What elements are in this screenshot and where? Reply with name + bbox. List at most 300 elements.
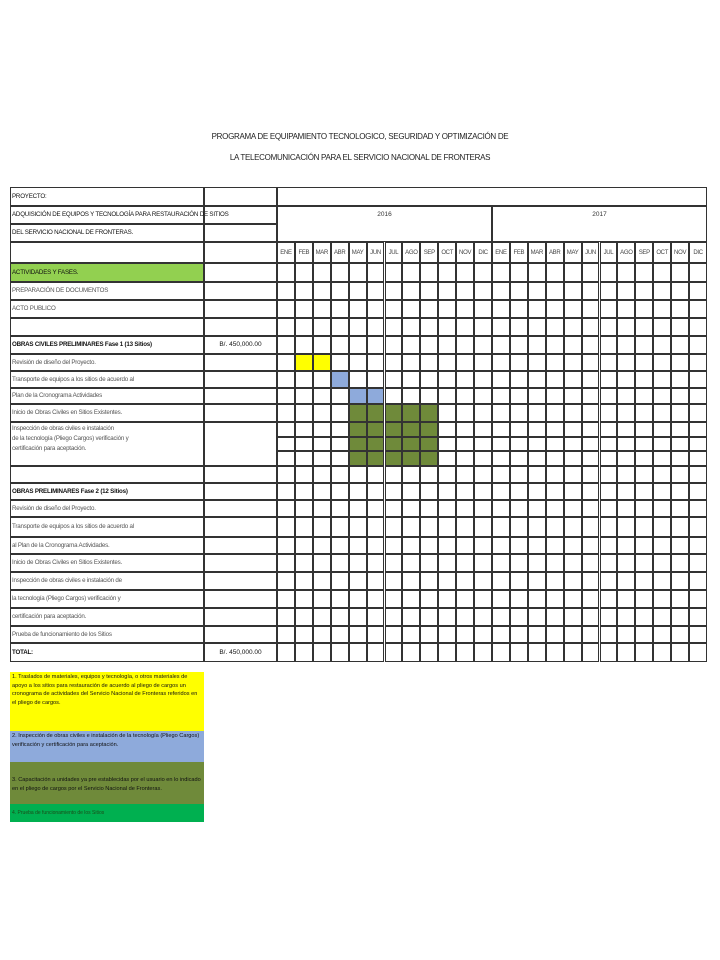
timeline-cell [671,437,689,452]
timeline-cell [671,483,689,500]
timeline-cell [349,466,367,483]
timeline-cell [528,336,546,354]
timeline-cell [331,371,349,388]
timeline-cell [546,354,564,371]
timeline-cell [600,626,618,643]
timeline-cell [671,263,689,282]
timeline-cell [295,572,313,590]
timeline-cell [653,371,671,388]
timeline-cell [402,263,420,282]
timeline-cell [277,404,295,422]
timeline-cell [689,263,707,282]
timeline-cell [635,608,653,626]
timeline-cell [528,388,546,404]
title-line-2: LA TELECOMUNICACIÓN PARA EL SERVICIO NACIONAL DE FRONTERAS [229,153,491,162]
timeline-cell [653,336,671,354]
timeline-cell [546,626,564,643]
timeline-cell [510,263,528,282]
timeline-cell [653,643,671,662]
timeline-cell [331,590,349,608]
timeline-cell [546,318,564,336]
timeline-cell [438,500,456,517]
timeline-cell [349,404,367,422]
timeline-cell [438,554,456,572]
timeline-cell [456,608,474,626]
timeline-cell [367,451,385,466]
timeline-cell [671,643,689,662]
timeline-cell [420,483,438,500]
timeline-cell [582,572,600,590]
timeline-cell [313,483,331,500]
timeline-cell [385,388,403,404]
timeline-cell [564,371,582,388]
timeline-cell [635,437,653,452]
row-label-line: certificación para aceptación. [12,445,87,452]
timeline-cell [510,300,528,318]
month-nov: NOV [671,242,689,263]
timeline-cell [295,500,313,517]
timeline-cell [313,626,331,643]
amount-cell [204,554,277,572]
timeline-cell [402,608,420,626]
timeline-cell [492,451,510,466]
timeline-cell [367,537,385,554]
timeline-cell [492,572,510,590]
timeline-cell [582,517,600,537]
timeline-cell [295,263,313,282]
timeline-cell [367,466,385,483]
timeline-cell [349,422,367,437]
timeline-cell [671,300,689,318]
timeline-cell [456,643,474,662]
timeline-cell [277,608,295,626]
timeline-cell [349,388,367,404]
amount-value: B/. 450,000.00 [219,341,262,348]
timeline-cell [385,626,403,643]
timeline-cell [331,572,349,590]
timeline-cell [635,451,653,466]
timeline-cell [385,590,403,608]
timeline-cell [653,388,671,404]
timeline-cell [385,608,403,626]
timeline-cell [331,437,349,452]
timeline-cell [277,282,295,300]
timeline-cell [671,500,689,517]
timeline-cell [600,500,618,517]
timeline-cell [402,388,420,404]
timeline-cell [402,537,420,554]
row-label-line: Inspección de obras civiles e instalación [12,425,114,432]
timeline-cell [474,282,492,300]
timeline-cell [546,517,564,537]
timeline-cell [349,437,367,452]
timeline-cell [331,300,349,318]
month-abr: ABR [546,242,564,263]
timeline-cell [582,404,600,422]
amount-cell [204,572,277,590]
timeline-cell [617,371,635,388]
timeline-cell [635,354,653,371]
timeline-cell [600,437,618,452]
timeline-cell [438,451,456,466]
timeline-cell [331,466,349,483]
timeline-cell [367,318,385,336]
timeline-cell [653,404,671,422]
timeline-cell [438,572,456,590]
timeline-cell [456,318,474,336]
timeline-cell [385,437,403,452]
timeline-cell [492,517,510,537]
timeline-cell [313,371,331,388]
timeline-cell [277,318,295,336]
timeline-cell [582,537,600,554]
timeline-cell [474,451,492,466]
timeline-cell [671,318,689,336]
timeline-cell [653,572,671,590]
timeline-cell [420,554,438,572]
timeline-cell [402,336,420,354]
timeline-cell [277,483,295,500]
timeline-cell [313,451,331,466]
timeline-cell [349,451,367,466]
timeline-cell [474,300,492,318]
timeline-cell [295,517,313,537]
timeline-cell [689,422,707,437]
timeline-cell [331,517,349,537]
timeline-cell [367,590,385,608]
timeline-cell [546,643,564,662]
timeline-cell [474,336,492,354]
timeline-cell [456,336,474,354]
timeline-cell [438,300,456,318]
timeline-cell [689,300,707,318]
timeline-cell [600,608,618,626]
timeline-cell [420,517,438,537]
timeline-cell [600,590,618,608]
row-label: Inicio de Obras Civiles en Sitios Existentes. [12,409,122,416]
month-abr: ABR [331,242,349,263]
timeline-cell [438,626,456,643]
amount-cell [204,537,277,554]
timeline-cell [331,483,349,500]
timeline-cell [600,483,618,500]
amount-cell [204,282,277,300]
timeline-cell [546,282,564,300]
timeline-cell [331,336,349,354]
timeline-cell [528,318,546,336]
timeline-cell [564,572,582,590]
timeline-cell [349,318,367,336]
timeline-cell [367,626,385,643]
timeline-cell [474,483,492,500]
timeline-cell [474,371,492,388]
timeline-cell [349,354,367,371]
timeline-cell [671,354,689,371]
row-label: PROYECTO: [12,193,47,200]
timeline-cell [420,500,438,517]
timeline-cell [295,371,313,388]
title-line-1: PROGRAMA DE EQUIPAMIENTO TECNOLOGICO, SEGURIDAD Y OPTIMIZACIÓN DE [211,132,509,141]
timeline-cell [277,371,295,388]
timeline-cell [492,318,510,336]
timeline-cell [438,483,456,500]
timeline-cell [438,466,456,483]
timeline-cell [420,336,438,354]
timeline-cell [617,608,635,626]
timeline-cell [671,554,689,572]
timeline-cell [474,422,492,437]
timeline-cell [653,422,671,437]
timeline-cell [635,483,653,500]
month-nov: NOV [456,242,474,263]
timeline-cell [653,300,671,318]
timeline-cell [528,626,546,643]
timeline-cell [313,554,331,572]
timeline-cell [456,466,474,483]
timeline-cell [617,572,635,590]
timeline-cell [474,388,492,404]
timeline-cell [600,300,618,318]
timeline-cell [367,643,385,662]
timeline-cell [600,388,618,404]
timeline-cell [349,572,367,590]
timeline-cell [510,643,528,662]
timeline-cell [617,537,635,554]
timeline-cell [349,483,367,500]
timeline-cell [349,608,367,626]
timeline-cell [689,572,707,590]
timeline-cell [653,537,671,554]
row-label: TOTAL: [12,649,33,656]
timeline-cell [474,643,492,662]
timeline-cell [635,590,653,608]
timeline-cell [582,336,600,354]
timeline-cell [385,336,403,354]
timeline-cell [474,500,492,517]
month-ago: AGO [402,242,420,263]
timeline-cell [313,643,331,662]
timeline-cell [689,466,707,483]
timeline-cell [349,554,367,572]
timeline-cell [349,537,367,554]
timeline-cell [367,572,385,590]
timeline-cell [385,572,403,590]
timeline-cell [349,336,367,354]
timeline-cell [582,422,600,437]
timeline-cell [402,437,420,452]
timeline-cell [564,500,582,517]
timeline-cell [617,263,635,282]
row-label-cell [10,318,204,336]
timeline-cell [582,643,600,662]
timeline-cell [402,318,420,336]
timeline-cell [295,483,313,500]
timeline-cell [295,554,313,572]
timeline-cell [385,300,403,318]
timeline-cell [456,354,474,371]
amount-cell [204,187,277,206]
timeline-cell [635,388,653,404]
timeline-cell [653,318,671,336]
timeline-cell [671,517,689,537]
row-label: Transporte de equipos a los sitios de acuerdo al [12,523,134,530]
timeline-cell [420,466,438,483]
timeline-cell [313,572,331,590]
timeline-cell [635,537,653,554]
timeline-cell [617,422,635,437]
timeline-cell [546,422,564,437]
timeline-cell [600,554,618,572]
timeline-cell [600,371,618,388]
timeline-cell [492,422,510,437]
timeline-cell [564,466,582,483]
timeline-cell [277,537,295,554]
timeline-cell [349,371,367,388]
timeline-cell [510,437,528,452]
month-oct: OCT [653,242,671,263]
timeline-cell [546,590,564,608]
timeline-cell [600,517,618,537]
month-dic: DIC [689,242,707,263]
timeline-cell [492,371,510,388]
timeline-cell [689,336,707,354]
timeline-cell [600,643,618,662]
timeline-cell [402,422,420,437]
timeline-cell [653,263,671,282]
timeline-cell [402,354,420,371]
timeline-cell [492,388,510,404]
timeline-cell [385,422,403,437]
timeline-cell [600,572,618,590]
timeline-cell [438,437,456,452]
timeline-cell [689,404,707,422]
timeline-cell [635,643,653,662]
timeline-cell [313,517,331,537]
timeline-cell [474,318,492,336]
timeline-cell [474,517,492,537]
timeline-cell [492,643,510,662]
timeline-cell [582,451,600,466]
timeline-cell [277,626,295,643]
timeline-cell [653,282,671,300]
row-label: la tecnología (Pliego Cargos) verificación y [12,595,121,602]
timeline-cell [528,590,546,608]
timeline-cell [420,300,438,318]
timeline-cell [564,643,582,662]
timeline-cell [564,282,582,300]
timeline-cell [349,500,367,517]
timeline-cell [385,466,403,483]
timeline-cell [653,483,671,500]
timeline-cell [295,354,313,371]
timeline-cell [438,318,456,336]
timeline-cell [582,263,600,282]
timeline-cell [564,263,582,282]
timeline-cell [313,263,331,282]
amount-cell [204,590,277,608]
timeline-cell [492,500,510,517]
timeline-cell [546,537,564,554]
timeline-cell [653,626,671,643]
timeline-cell [313,354,331,371]
timeline-cell [617,626,635,643]
timeline-cell [492,354,510,371]
timeline-cell [277,590,295,608]
timeline-cell [582,437,600,452]
timeline-cell [385,263,403,282]
timeline-cell [313,537,331,554]
timeline-cell [367,422,385,437]
timeline-cell [528,263,546,282]
timeline-cell [277,572,295,590]
timeline-cell [474,263,492,282]
timeline-cell [600,404,618,422]
timeline-cell [385,500,403,517]
timeline-cell [671,626,689,643]
timeline-cell [564,318,582,336]
timeline-cell [564,300,582,318]
timeline-cell [582,371,600,388]
timeline-cell [671,572,689,590]
amount-cell [204,371,277,388]
month-jul: JUL [600,242,618,263]
month-ene: ENE [277,242,295,263]
timeline-cell [295,626,313,643]
timeline-header-blank [277,187,707,206]
timeline-cell [313,422,331,437]
timeline-cell [600,318,618,336]
timeline-cell [689,537,707,554]
timeline-cell [492,590,510,608]
timeline-cell [402,517,420,537]
timeline-cell [331,422,349,437]
timeline-cell [671,537,689,554]
amount-cell [204,242,277,263]
month-jul: JUL [385,242,403,263]
amount-cell [204,466,277,483]
timeline-cell [510,371,528,388]
timeline-cell [456,537,474,554]
timeline-cell [367,371,385,388]
timeline-cell [510,422,528,437]
timeline-cell [474,608,492,626]
timeline-cell [689,517,707,537]
timeline-cell [367,354,385,371]
timeline-cell [492,608,510,626]
month-oct: OCT [438,242,456,263]
row-label: Inicio de Obras Civiles en Sitios Existentes. [12,559,122,566]
timeline-cell [564,554,582,572]
timeline-cell [420,404,438,422]
timeline-cell [492,483,510,500]
timeline-cell [635,404,653,422]
amount-cell [204,206,277,224]
timeline-cell [653,554,671,572]
row-label: Inspección de obras civiles e instalación de [12,577,122,584]
timeline-cell [689,451,707,466]
month-ago: AGO [617,242,635,263]
timeline-cell [689,483,707,500]
month-jun: JUN [582,242,600,263]
timeline-cell [653,608,671,626]
timeline-cell [600,537,618,554]
timeline-cell [420,282,438,300]
timeline-cell [367,517,385,537]
timeline-cell [635,336,653,354]
timeline-cell [313,336,331,354]
timeline-cell [474,572,492,590]
timeline-cell [635,422,653,437]
